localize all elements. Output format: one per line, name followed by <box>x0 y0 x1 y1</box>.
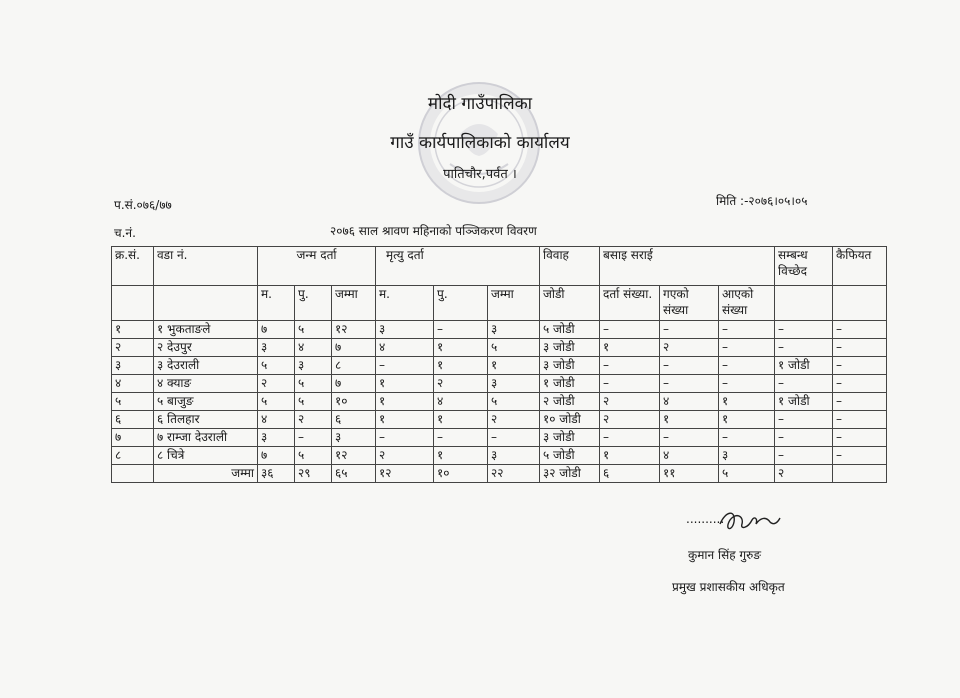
table-cell: २ <box>660 339 719 357</box>
table-cell: १ भुकताङले <box>154 321 258 339</box>
table-cell: १ <box>434 357 488 375</box>
table-cell: २ <box>258 375 295 393</box>
table-cell: – <box>719 375 775 393</box>
total-cell <box>833 465 887 483</box>
subheader-female: म. <box>376 286 434 321</box>
handwritten-signature <box>716 506 782 536</box>
table-cell: १ जोडी <box>775 357 833 375</box>
table-cell: ७ <box>332 339 376 357</box>
signatory-name: कुमान सिंह गुरुङ <box>688 548 761 562</box>
office-address: पातिचौर,पर्वत । <box>443 167 517 182</box>
table-row <box>112 393 887 411</box>
table-cell: ३ जोडी <box>540 429 600 447</box>
header-ward: वडा नं. <box>154 247 258 286</box>
empty-cell <box>775 286 833 321</box>
table-cell: ७ <box>332 375 376 393</box>
table-cell: ३ जोडी <box>540 339 600 357</box>
table-cell: – <box>600 375 660 393</box>
table-header-row <box>112 247 887 286</box>
table-cell: ३ <box>488 447 540 465</box>
table-cell: – <box>833 447 887 465</box>
table-cell: ६ <box>332 411 376 429</box>
table-cell: ५ <box>488 393 540 411</box>
header-divorce: सम्बन्ध विच्छेद <box>775 247 833 286</box>
total-cell: जम्मा <box>154 465 258 483</box>
table-cell: – <box>833 357 887 375</box>
table-total-row <box>112 465 887 483</box>
subheader-pair: जोडी <box>540 286 600 321</box>
table-cell: ४ <box>434 393 488 411</box>
table-cell: ५ बाजुङ <box>154 393 258 411</box>
table-cell: १२ <box>332 321 376 339</box>
table-cell: ४ <box>660 447 719 465</box>
table-cell: – <box>660 321 719 339</box>
subheader-out: गएको संख्या <box>660 286 719 321</box>
total-cell: १० <box>434 465 488 483</box>
table-cell: – <box>719 321 775 339</box>
table-row <box>112 429 887 447</box>
table-cell: – <box>833 411 887 429</box>
table-cell: ८ चित्रे <box>154 447 258 465</box>
table-cell: ३ जोडी <box>540 357 600 375</box>
header-sn: क्र.सं. <box>112 247 154 286</box>
subheader-registered: दर्ता संख्या. <box>600 286 660 321</box>
table-cell: ४ क्याङ <box>154 375 258 393</box>
table-cell: १० <box>332 393 376 411</box>
table-row <box>112 321 887 339</box>
table-cell: ३ <box>258 339 295 357</box>
table-cell: – <box>488 429 540 447</box>
table-cell: ४ <box>258 411 295 429</box>
table-cell: ५ <box>295 447 332 465</box>
office-subtitle: गाउँ कार्यपालिकाको कार्यालय <box>390 133 570 153</box>
dispatch-number: च.नं. <box>114 226 136 240</box>
table-cell: १ <box>434 447 488 465</box>
table-cell: – <box>719 339 775 357</box>
table-cell: १ <box>376 411 434 429</box>
table-cell: ५ <box>258 393 295 411</box>
table-cell: ६ तिलहार <box>154 411 258 429</box>
header-death: मृत्यु दर्ता <box>376 247 540 286</box>
table-cell: ६ <box>112 411 154 429</box>
table-cell: ५ <box>295 393 332 411</box>
total-cell: ३६ <box>258 465 295 483</box>
table-cell: ४ <box>660 393 719 411</box>
signatory-position: प्रमुख प्रशासकीय अधिकृत <box>672 580 785 594</box>
subheader-total: जम्मा <box>332 286 376 321</box>
table-subheader-row <box>112 286 887 321</box>
total-cell: ३२ जोडी <box>540 465 600 483</box>
table-body <box>112 321 887 465</box>
table-row <box>112 447 887 465</box>
table-cell: २ <box>600 411 660 429</box>
table-cell: – <box>719 429 775 447</box>
table-cell: ३ <box>488 321 540 339</box>
table-row <box>112 375 887 393</box>
table-cell: – <box>600 357 660 375</box>
table-cell: ४ <box>295 339 332 357</box>
table-cell: ८ <box>332 357 376 375</box>
table-cell: १ जोडी <box>775 393 833 411</box>
total-cell <box>112 465 154 483</box>
table-cell: ३ <box>295 357 332 375</box>
table-cell: – <box>600 321 660 339</box>
table-cell: १ <box>434 411 488 429</box>
subheader-male: पु. <box>434 286 488 321</box>
table-cell: – <box>434 429 488 447</box>
table-cell: ३ <box>332 429 376 447</box>
table-cell: १ <box>600 447 660 465</box>
table-cell: २ जोडी <box>540 393 600 411</box>
subheader-in: आएको संख्या <box>719 286 775 321</box>
total-cell: २९ <box>295 465 332 483</box>
reference-number: प.सं.०७६/७७ <box>114 198 172 212</box>
table-cell: ३ <box>376 321 434 339</box>
document-date: मिति :-२०७६।०५।०५ <box>716 194 808 208</box>
registration-table <box>111 246 887 483</box>
header-remarks: कैफियत <box>833 247 887 286</box>
table-cell: – <box>775 339 833 357</box>
table-cell: २ <box>600 393 660 411</box>
table-cell: ५ <box>488 339 540 357</box>
table-row <box>112 339 887 357</box>
total-cell: २२ <box>488 465 540 483</box>
table-cell: – <box>833 375 887 393</box>
table-cell: २ <box>488 411 540 429</box>
table-cell: ३ <box>112 357 154 375</box>
table-cell: ५ <box>258 357 295 375</box>
table-cell: १ <box>600 339 660 357</box>
table-cell: ५ <box>295 375 332 393</box>
table-cell: ५ जोडी <box>540 321 600 339</box>
table-cell: १२ <box>332 447 376 465</box>
table-cell: – <box>833 321 887 339</box>
table-cell: – <box>600 429 660 447</box>
total-cell: १२ <box>376 465 434 483</box>
table-row <box>112 411 887 429</box>
total-cell: ६५ <box>332 465 376 483</box>
subheader-female: म. <box>258 286 295 321</box>
table-cell: २ <box>434 375 488 393</box>
table-cell: ५ जोडी <box>540 447 600 465</box>
table-cell: – <box>376 429 434 447</box>
table-cell: – <box>434 321 488 339</box>
table-cell: ३ <box>258 429 295 447</box>
table-cell: ८ <box>112 447 154 465</box>
table-cell: ३ देउराली <box>154 357 258 375</box>
table-cell: – <box>775 429 833 447</box>
table-cell: २ <box>295 411 332 429</box>
table-cell: १ <box>488 357 540 375</box>
header-migration: बसाइ सराई <box>600 247 775 286</box>
table-row <box>112 357 887 375</box>
total-cell: २ <box>775 465 833 483</box>
table-cell: २ देउपुर <box>154 339 258 357</box>
table-cell: – <box>719 357 775 375</box>
table-cell: ५ <box>112 393 154 411</box>
table-cell: २ <box>112 339 154 357</box>
table-cell: १ <box>719 411 775 429</box>
table-cell: १ <box>112 321 154 339</box>
table-cell: – <box>660 429 719 447</box>
table-cell: – <box>833 393 887 411</box>
signature-line: .......... <box>686 512 725 526</box>
table-cell: – <box>775 321 833 339</box>
table-cell: – <box>833 429 887 447</box>
table-cell: – <box>775 411 833 429</box>
header-marriage: विवाह <box>540 247 600 286</box>
table-cell: ७ <box>112 429 154 447</box>
table-cell: ७ राम्जा देउराली <box>154 429 258 447</box>
table-cell: २ <box>376 447 434 465</box>
subheader-male: पु. <box>295 286 332 321</box>
empty-cell <box>833 286 887 321</box>
table-cell: ४ <box>376 339 434 357</box>
table-cell: – <box>660 375 719 393</box>
table-cell: ३ <box>719 447 775 465</box>
document-subject: २०७६ साल श्रावण महिनाको पञ्जिकरण विवरण <box>330 224 537 238</box>
table-cell: ३ <box>488 375 540 393</box>
table-cell: १ <box>376 375 434 393</box>
table-cell: – <box>833 339 887 357</box>
table-cell: ७ <box>258 321 295 339</box>
table-cell: ५ <box>295 321 332 339</box>
header-birth: जन्म दर्ता <box>258 247 376 286</box>
table-cell: १० जोडी <box>540 411 600 429</box>
total-cell: ५ <box>719 465 775 483</box>
table-cell: १ <box>660 411 719 429</box>
table-cell: – <box>775 447 833 465</box>
table-cell: १ <box>376 393 434 411</box>
table-cell: – <box>775 375 833 393</box>
total-cell: ११ <box>660 465 719 483</box>
empty-cell <box>154 286 258 321</box>
table-cell: १ <box>719 393 775 411</box>
subheader-total: जम्मा <box>488 286 540 321</box>
total-cell: ६ <box>600 465 660 483</box>
table-cell: ७ <box>258 447 295 465</box>
table-cell: १ जोडी <box>540 375 600 393</box>
table-cell: १ <box>434 339 488 357</box>
office-name: मोदी गाउँपालिका <box>427 94 533 114</box>
table-cell: – <box>295 429 332 447</box>
table-cell: – <box>376 357 434 375</box>
table-cell: – <box>660 357 719 375</box>
empty-cell <box>112 286 154 321</box>
table-cell: ४ <box>112 375 154 393</box>
